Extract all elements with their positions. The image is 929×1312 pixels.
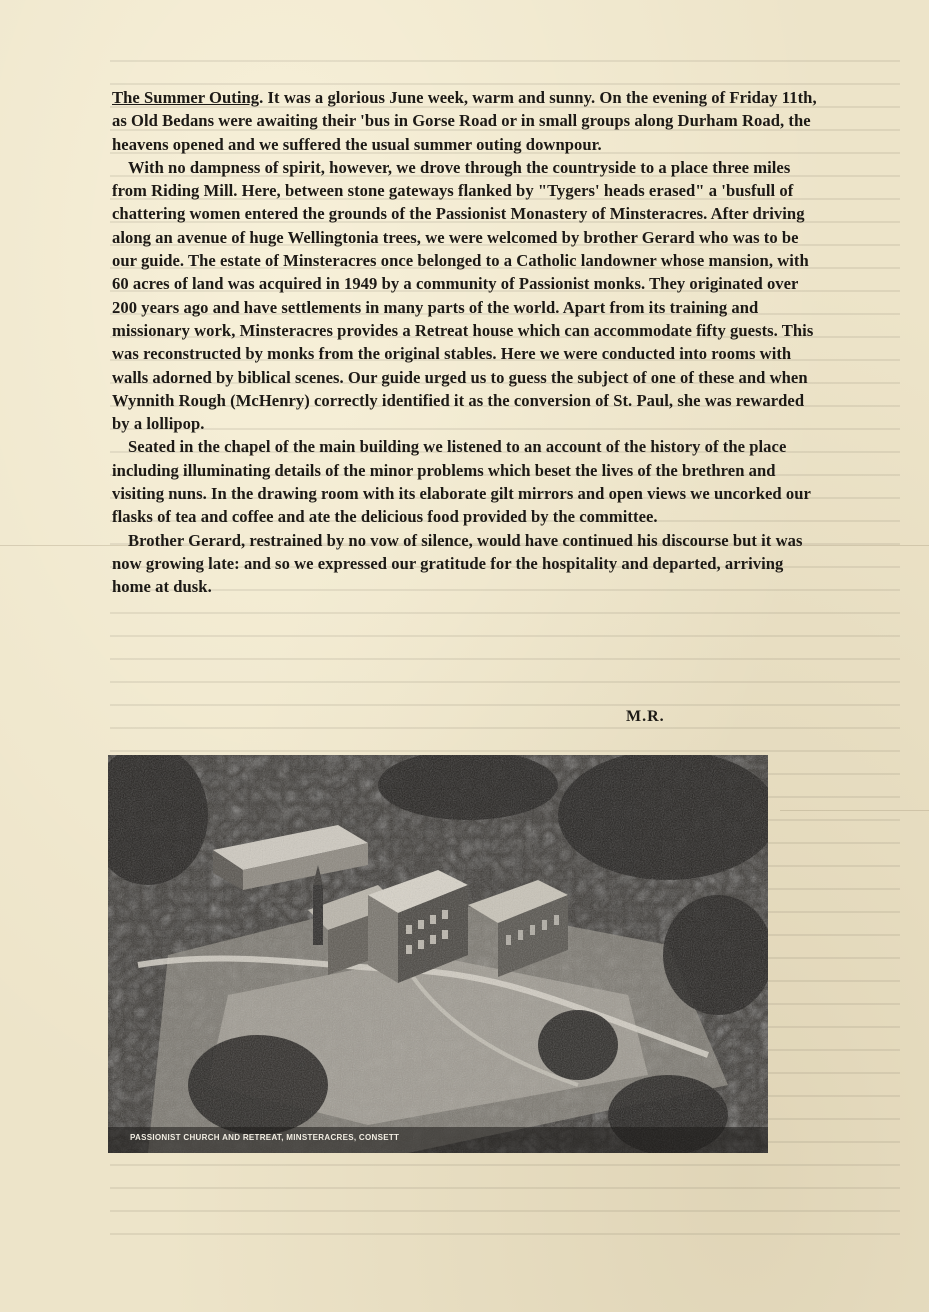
article-body [112, 86, 824, 599]
paragraph-4: Brother Gerard, restrained by no vow of silence, would have continued his discourse but it was now growing late: and so we expressed our gratitude for the hospitality and departed, arriving home at dusk. [112, 530, 803, 597]
article-title: The Summer Outing [112, 88, 260, 107]
aerial-photograph [108, 755, 768, 1153]
paragraph-3: Seated in the chapel of the main building we listened to an account of the history of the place including illuminating details of the minor problems which beset the lives of the brethren and visiting nuns. In the drawing room with its elaborate gilt mirrors and open views we uncorked our flasks of tea and coffee and ate the delicious food provided by the committee. [112, 437, 811, 527]
paper-crease [780, 810, 929, 811]
paragraph-2: With no dampness of spirit, however, we drove through the countryside to a place three miles from Riding Mill. Here, between stone gateways flanked by "Tygers' heads erased" a 'busfull of chattering women entered the grounds of the Passionist Monastery of Minsteracres. After driving along an avenue of huge Wellingtonia trees, we were welcomed by brother Gerard who was to be our guide. The estate of Minsteracres once belonged to a Catholic landowner whose mansion, with 60 acres of land was acquired in 1949 by a community of Passionist monks. They originated over 200 years ago and have settlements in many parts of the world. Apart from its training and missionary work, Minsteracres provides a Retreat house which can accommodate fifty guests. This was reconstructed by monks from the original stables. Here we were conducted into rooms with walls adorned by biblical scenes. Our guide urged us to guess the subject of one of these and when Wynnith Rough (McHenry) correctly identified it as the conversion of St. Paul, she was rewarded by a lollipop. [112, 157, 814, 434]
monastery-aerial-image [108, 755, 768, 1153]
title-period: . [259, 88, 264, 107]
author-signature: M.R. [626, 708, 665, 725]
paragraph-1 [112, 86, 824, 156]
paragraph-1-text: It was a glorious June week, warm and sunny. On the evening of Friday 11th, as Old Bedans were awaiting their 'bus in Gorse Road or in small groups along Durham Road, the heavens opened and we suffered the usual summer outing downpour. [112, 88, 817, 154]
photo-caption: PASSIONIST CHURCH AND RETREAT, MINSTERACRES, CONSETT [130, 1133, 400, 1142]
